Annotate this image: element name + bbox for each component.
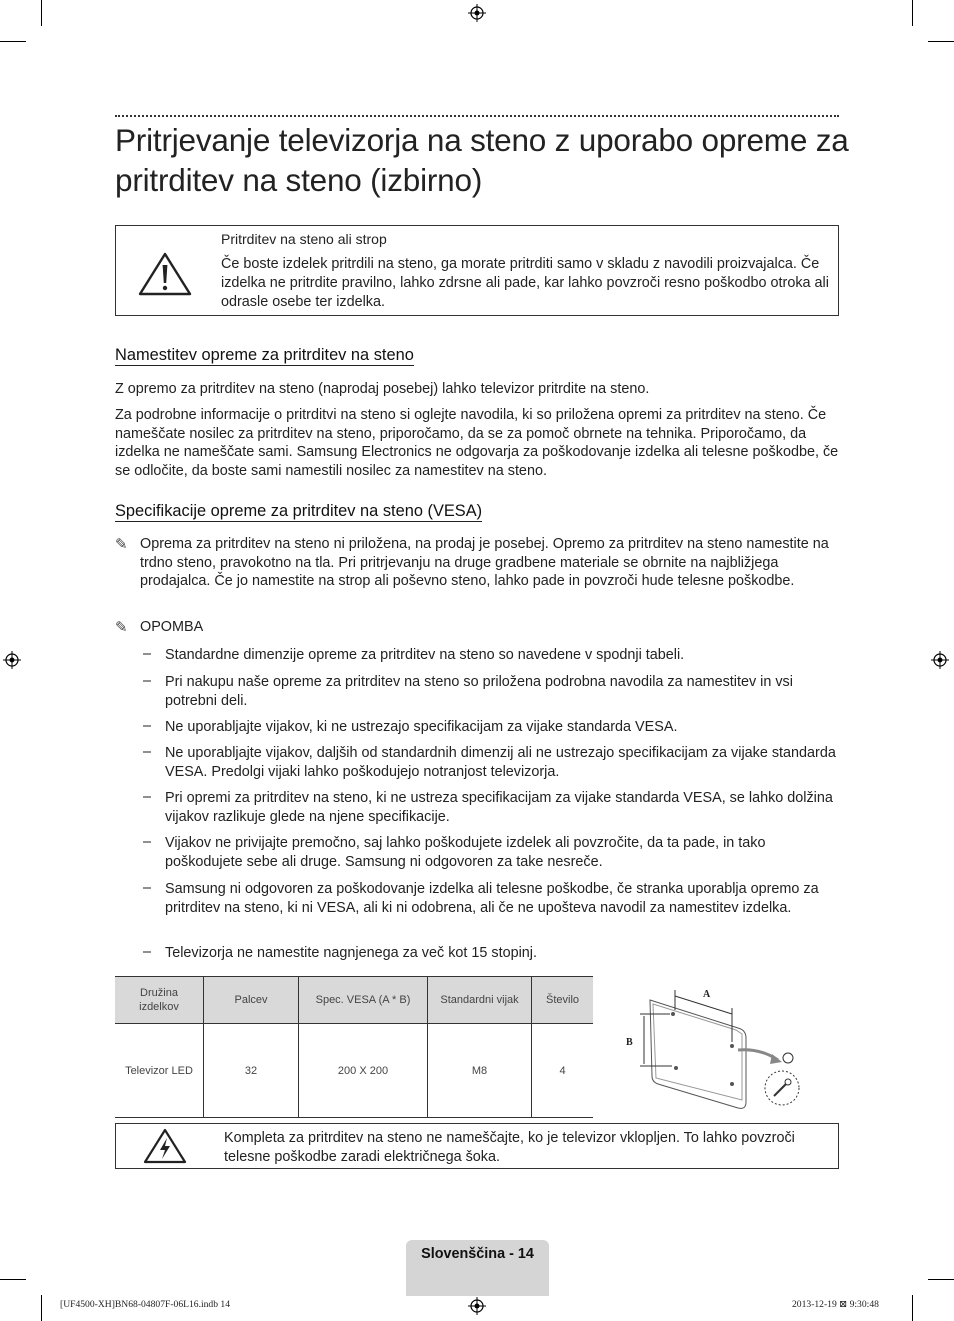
table-header-row	[115, 977, 593, 1024]
bullet-dash: –	[143, 944, 152, 960]
vesa-spec-table	[115, 976, 593, 1118]
caution-heading: Pritrditev na steno ali strop	[221, 231, 387, 247]
crop-mark	[0, 1279, 26, 1280]
table-header-cell: Standardni vijak	[428, 977, 532, 1024]
table-cell: M8	[428, 1024, 532, 1118]
bullet-dash: –	[143, 789, 152, 805]
page-title: Pritrjevanje televizorja na steno z uporabo opreme za pritrditev na steno (izbirno)	[115, 122, 849, 198]
warning-triangle-icon	[137, 251, 193, 297]
crop-mark	[41, 1295, 42, 1321]
section-heading: Specifikacije opreme za pritrditev na steno (VESA)	[115, 502, 483, 520]
footer-timestamp: 2013-12-19 ⊠ 9:30:48	[792, 1299, 879, 1310]
table-cell: 32	[204, 1024, 299, 1118]
paragraph: Z opremo za pritrditev na steno (naprodaj posebej) lahko televizor pritrdite na steno.	[115, 381, 650, 397]
bullet-item: Vijakov ne privijajte premočno, saj lahko poškodujete izdelek ali povzročite, da ta pade, in tako poškodujete sebe ali druge. Samsung ni odgovoren za take nesreče.	[165, 835, 766, 870]
crop-mark	[0, 41, 26, 42]
crop-mark	[41, 0, 42, 26]
wall-mount-diagram	[620, 980, 810, 1115]
table-header-cell: Palcev	[204, 977, 299, 1024]
note-pencil-icon: ✎	[115, 619, 128, 636]
note-label: OPOMBA	[140, 619, 204, 635]
note-pencil-icon: ✎	[115, 536, 128, 553]
caution-box	[115, 225, 839, 316]
table-cell: 200 X 200	[299, 1024, 428, 1118]
bullet-item: Ne uporabljajte vijakov, ki ne ustrezajo specifikacijam za vijake standarda VESA.	[165, 719, 678, 735]
shock-warning-box	[115, 1123, 839, 1169]
registration-mark-icon	[3, 651, 21, 669]
electric-shock-warning-icon	[143, 1128, 187, 1164]
crop-mark	[912, 0, 913, 26]
crop-mark	[912, 1295, 913, 1321]
bullet-item: Samsung ni odgovoren za poškodovanje izdelka ali telesne poškodbe, če stranka uporablja opremo za pritrditev na steno, ki ni VESA, ali ki ni odobrena, ali če ne upošteva navodil za namestitev izdelka.	[165, 881, 819, 916]
section-heading: Namestitev opreme za pritrditev na steno	[115, 346, 414, 364]
page-number: Slovenščina - 14	[421, 1246, 534, 1262]
bullet-dash: –	[143, 834, 152, 850]
footer-file-info: [UF4500-XH]BN68-04807F-06L16.indb 14	[60, 1299, 231, 1310]
registration-mark-icon	[468, 1297, 486, 1315]
table-row	[115, 1024, 593, 1118]
title-divider	[115, 115, 839, 117]
registration-mark-icon	[468, 4, 486, 22]
table-header-cell: Družina izdelkov	[115, 977, 204, 1024]
bullet-item: Ne uporabljajte vijakov, daljših od standardnih dimenzij ali ne ustrezajo specifikacijam za vijake standarda VESA. Predolgi vijaki lahko poškodujejo notranjost televizorja.	[165, 745, 836, 780]
registration-mark-icon	[931, 651, 949, 669]
table-cell: 4	[532, 1024, 594, 1118]
note-text: Oprema za pritrditev na steno ni priložena, na prodaj je posebej. Opremo za pritrditev na steno namestite na trdno steno, pravokotno na tla. Pri pritrjevanju na druge gradbene materiale se obrnite na najbližjega prodajalca. Če jo namestite na strop ali poševno steno, lahko pade in povzroči hude telesne poškodbe.	[140, 536, 829, 590]
bullet-dash: –	[143, 744, 152, 760]
paragraph: Za podrobne informacije o pritrditvi na steno si oglejte navodila, ki so priložena opremi za pritrditev na steno. Če nameščate nosilec za pritrditev na steno, priporočamo, da se za pomoč obrnete na tehnika. Priporočamo, da izdelka ne nameščate sami. Samsung Electronics ne odgovarja za poškodovanje izdelka ali telesne poškodbe, če se odločite, da boste sami namestili nosilec za namestitev na steno.	[115, 407, 839, 480]
table-cell: Televizor LED	[115, 1024, 204, 1118]
table-header-cell: Število	[532, 977, 594, 1024]
bullet-item: Pri opremi za pritrditev na steno, ki ne ustreza specifikacijam za vijake standarda VESA, se lahko dolžina vijakov razlikuje glede na njene specifikacije.	[165, 790, 833, 825]
bullet-dash: –	[143, 718, 152, 734]
dimension-label-a: A	[703, 989, 711, 1000]
dimension-label-b: B	[626, 1037, 633, 1048]
bullet-dash: –	[143, 673, 152, 689]
bullet-dash: –	[143, 646, 152, 662]
shock-warning-text: Kompleta za pritrditev na steno ne nameščajte, ko je televizor vklopljen. To lahko povzroči telesne poškodbe zaradi električnega šoka.	[224, 1130, 795, 1165]
bullet-item: Televizorja ne namestite nagnjenega za več kot 15 stopinj.	[165, 945, 537, 961]
crop-mark	[928, 41, 954, 42]
bullet-item: Standardne dimenzije opreme za pritrditev na steno so navedene v spodnji tabeli.	[165, 647, 685, 663]
crop-mark	[928, 1279, 954, 1280]
bullet-dash: –	[143, 880, 152, 896]
bullet-item: Pri nakupu naše opreme za pritrditev na steno so priložena podrobna navodila za namestitev in vsi potrebni deli.	[165, 674, 793, 709]
table-header-cell: Spec. VESA (A * B)	[299, 977, 428, 1024]
caution-text: Če boste izdelek pritrdili na steno, ga morate pritrditi samo v skladu z navodili proizvajalca. Če izdelka ne pritrdite pravilno, lahko zdrsne ali pade, kar lahko povzroči resno poškodbo otroka ali odrasle osebe ter izdelka.	[221, 256, 829, 310]
